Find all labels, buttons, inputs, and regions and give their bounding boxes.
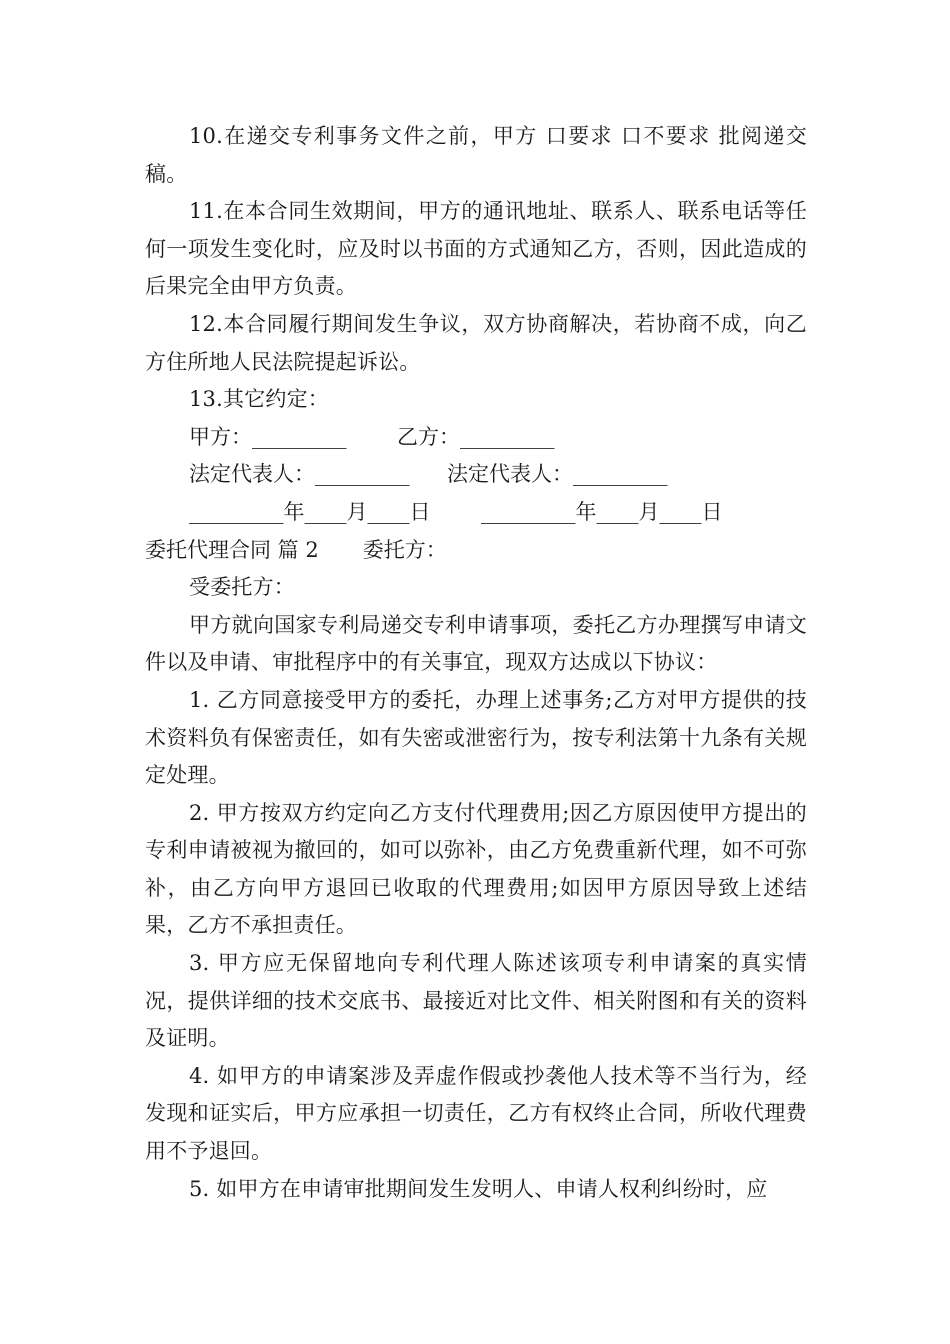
party-b-representative: 法定代表人：_________ — [447, 462, 668, 487]
signature-party-row — [145, 419, 807, 457]
clause-4: 4. 如甲方的申请案涉及弄虚作假或抄袭他人技术等不当行为，经发现和证实后，甲方应承担一切责任，乙方有权终止合同，所收代理费用不予退回。 — [145, 1063, 807, 1164]
paragraph-11: 11.在本合同生效期间，甲方的通讯地址、联系人、联系电话等任何一项发生变化时，应及时以书面的方式通知乙方，否则，因此造成的后果完全由甲方负责。 — [145, 199, 807, 299]
signature-date-row — [145, 494, 807, 532]
signature-representative-row — [145, 456, 807, 494]
agent-label: 受委托方： — [189, 575, 295, 600]
party-a-representative: 法定代表人：_________ — [189, 462, 410, 487]
clause-2: 2. 甲方按双方约定向乙方支付代理费用;因乙方原因使甲方提出的专利申请被视为撤回的，如可以弥补，由乙方免费重新代理，如不可弥补，由乙方向甲方退回已收取的代理费用;如因甲方原因导致上述结果，乙方不承担责任。 — [145, 800, 807, 938]
paragraph-13: 13.其它约定： — [189, 387, 329, 412]
paragraph-12: 12.本合同履行期间发生争议，双方协商解决，若协商不成，向乙方住所地人民法院提起诉讼。 — [145, 311, 807, 374]
document-body — [145, 118, 807, 1208]
clause-1: 1. 乙方同意接受甲方的委托，办理上述事务;乙方对甲方提供的技术资料负有保密责任，如有失密或泄密行为，按专利法第十九条有关规定处理。 — [145, 687, 807, 788]
clause-5: 5. 如甲方在申请审批期间发生发明人、申请人权利纠纷时，应 — [189, 1176, 768, 1201]
party-b-signature: 乙方：_________ — [397, 424, 555, 449]
contract-2-title: 委托代理合同 篇 2 — [145, 537, 319, 562]
paragraph-10: 10.在递交专利事务文件之前，甲方 口要求 口不要求 批阅递交稿。 — [145, 124, 807, 186]
contract-2-heading — [145, 532, 807, 570]
client-label: 委托方： — [362, 537, 447, 562]
clause-3: 3. 甲方应无保留地向专利代理人陈述该项专利申请案的真实情况，提供详细的技术交底书、最接近对比文件、相关附图和有关的资料及证明。 — [145, 951, 807, 1051]
party-a-date: _________年____月____日 — [189, 499, 431, 524]
party-b-date: _________年____月____日 — [481, 499, 723, 524]
intro-paragraph: 甲方就向国家专利局递交专利申请事项，委托乙方办理撰写申请文件以及申请、审批程序中的有关事宜，现双方达成以下协议： — [145, 612, 807, 675]
party-a-signature: 甲方：_________ — [189, 424, 347, 449]
